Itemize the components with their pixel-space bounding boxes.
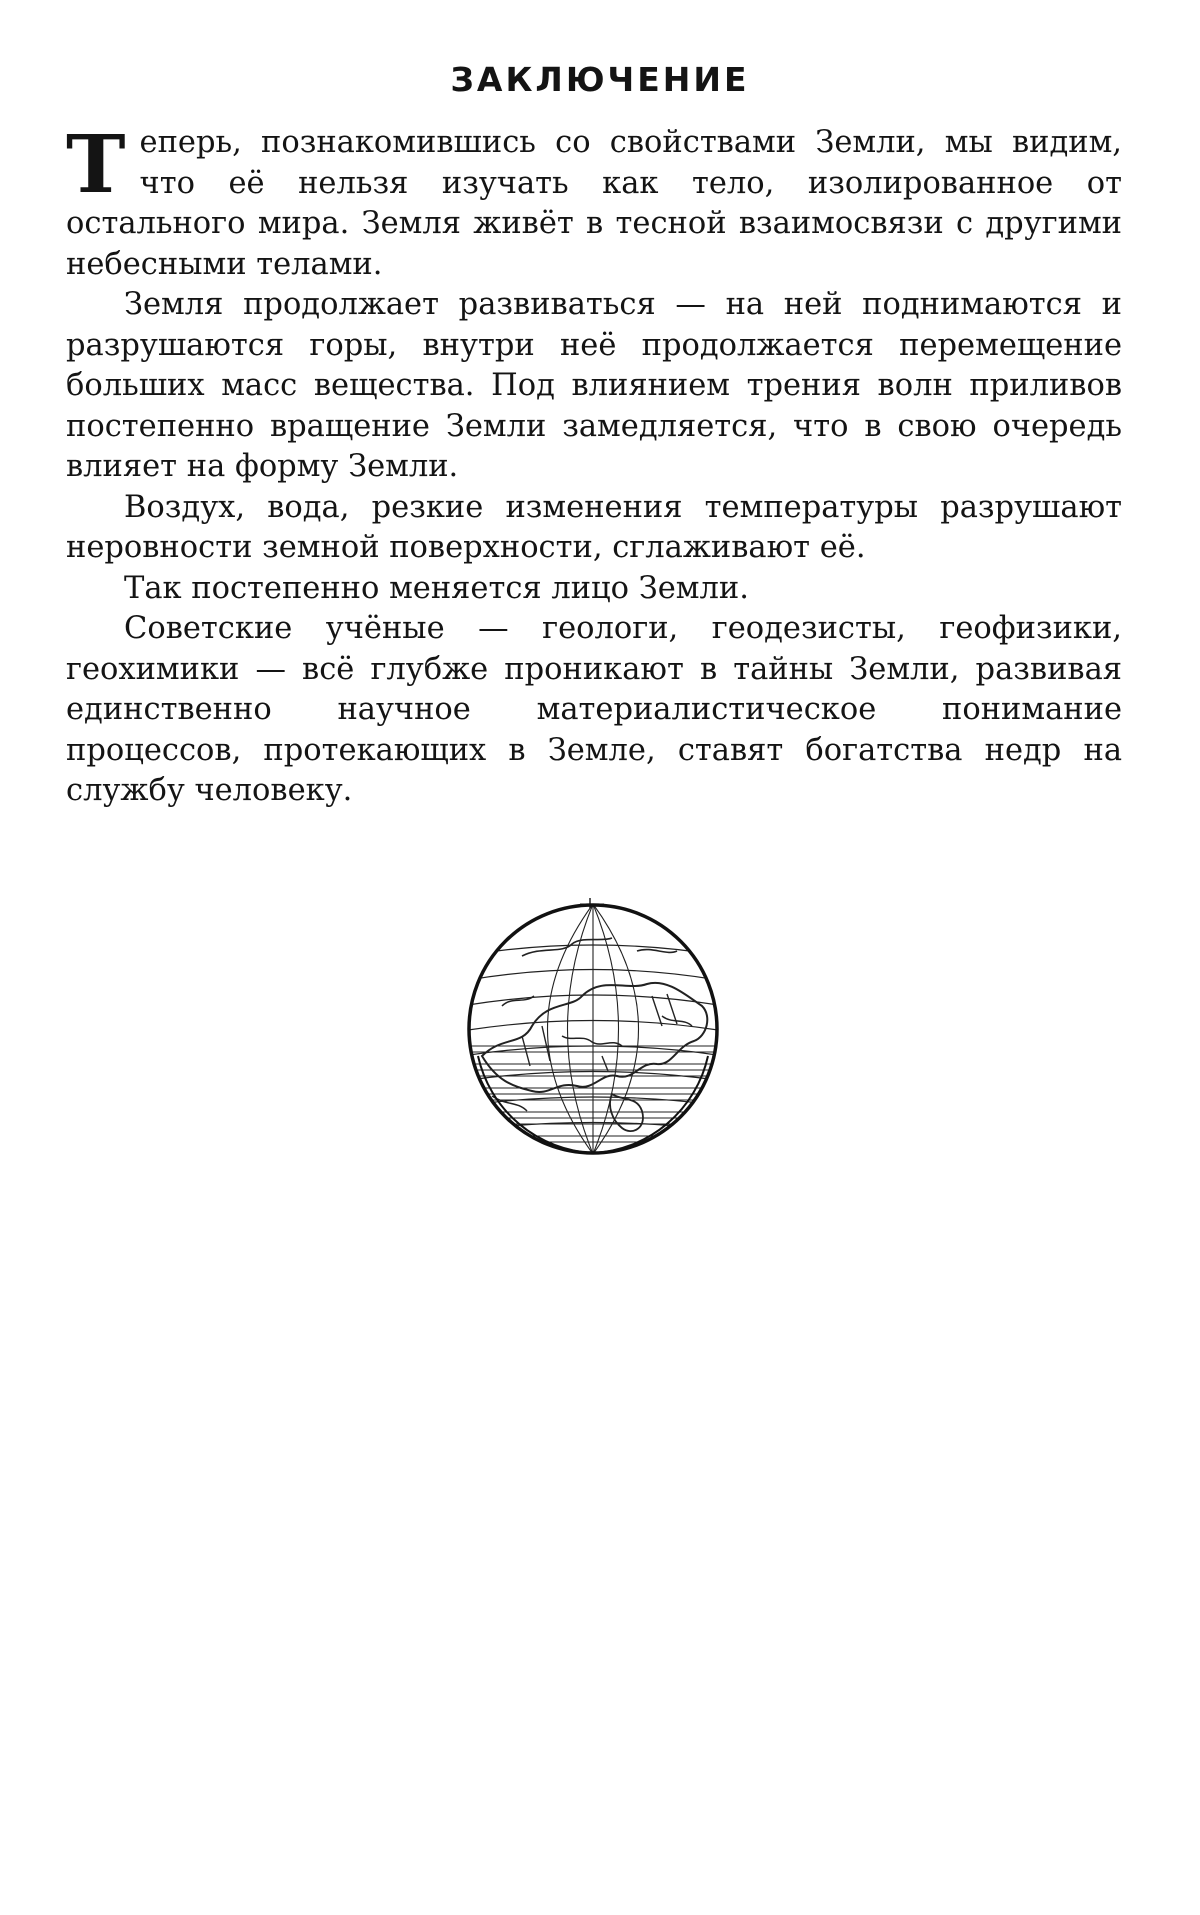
- paragraph-1: [66, 117, 1122, 285]
- paragraph-3: Воздух, вода, резкие изменения температуры разрушают неровности земной поверхности, сглаживают её.: [66, 489, 1122, 565]
- paragraph-4: Так постепенно меняется лицо Земли.: [124, 570, 749, 606]
- page-content: [66, 60, 1122, 812]
- paragraph-2: Земля продолжает развиваться — на ней поднимаются и разрушаются горы, внутри неё продолжается перемещение больших масс вещества. Под влиянием трения волн приливов постепенно вращение Земли замедляется, что в свою очередь влияет на форму Земли.: [66, 287, 1122, 484]
- paragraph-5: Советские учёные — геологи, геодезисты, геофизики, геохимики — всё глубже проникают в тайны Земли, развивая единственно научное материалистическое понимание процессов, протекающих в Земле, ставят богатства недр на службу человеку.: [66, 611, 1122, 808]
- globe-icon: [462, 896, 724, 1158]
- page-title: ЗАКЛЮЧЕНИЕ: [450, 60, 750, 99]
- drop-cap: Т: [66, 117, 126, 211]
- paragraph-1-text: еперь, познакомившись со свойствами Земли, мы видим, что её нельзя изучать как тело, изолированное от остального мира. Земля живёт в тесной взаимосвязи с другими небесными телами.: [66, 125, 1122, 282]
